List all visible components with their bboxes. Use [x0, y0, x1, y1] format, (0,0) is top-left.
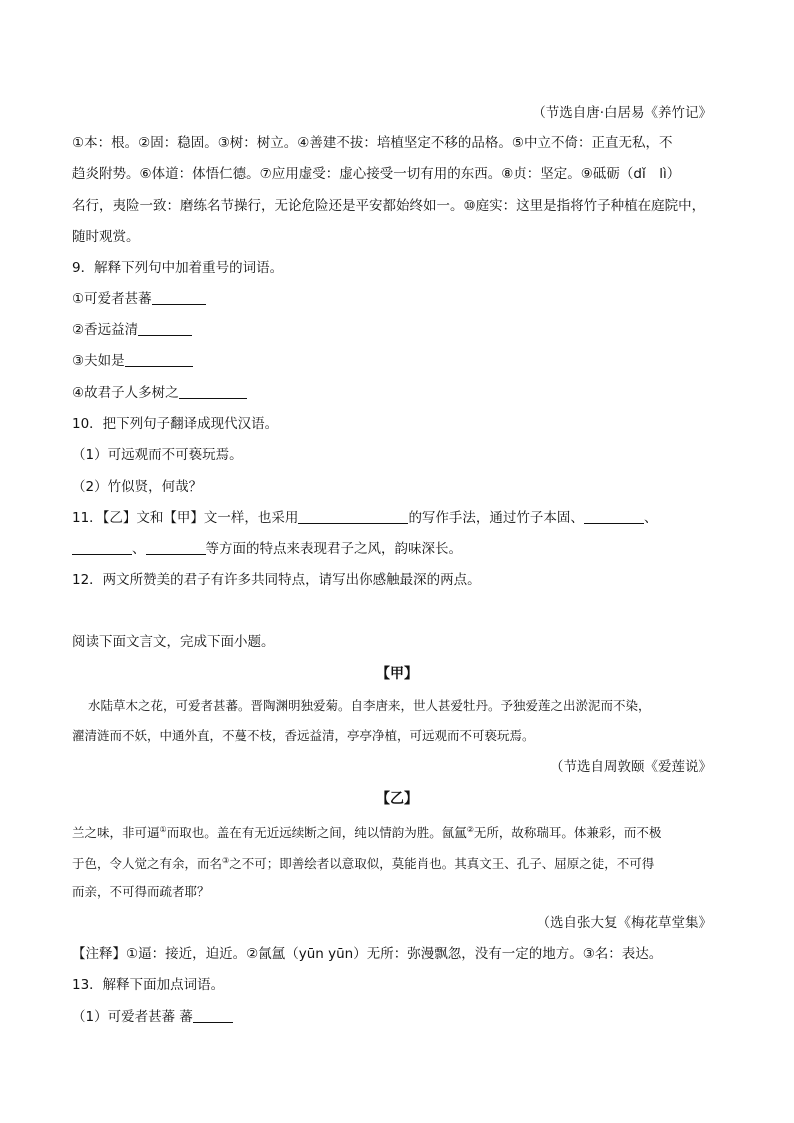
q11-text: 11．【乙】文和【甲】文一样，也采用 [72, 510, 299, 526]
question-10-item: （2）竹似贤，何哉？ [72, 479, 203, 495]
answer-blank[interactable] [179, 384, 247, 399]
yi-text: 无所，故称瑞耳。体兼彩，而不极 [473, 825, 662, 841]
answer-blank[interactable] [152, 290, 206, 305]
note-line: 名行，夷险一致：磨练名节操行，无论危险还是平安都始终如一。⑩庭实：这里是指将竹子种植在庭院中， [72, 198, 706, 214]
question-9-item [72, 383, 247, 403]
answer-blank[interactable] [138, 321, 192, 336]
item-text: ③夫如是 [72, 353, 125, 369]
answer-blank[interactable] [584, 509, 644, 524]
question-9-stem: 9．解释下列句中加着重号的词语。 [72, 260, 284, 276]
footnote-marker: ② [466, 825, 474, 834]
note-line: 随时观赏。 [72, 229, 140, 245]
reading-intro: 阅读下面文言文，完成下面小题。 [72, 634, 275, 650]
answer-blank[interactable] [298, 509, 408, 524]
footnote-marker: ① [159, 825, 167, 834]
passage-yi-line: 而亲，不可得而疏者耶？ [72, 884, 210, 899]
answer-blank[interactable] [125, 352, 193, 367]
question-10-stem: 10．把下列句子翻译成现代汉语。 [72, 416, 279, 432]
q11-text: 、 [643, 510, 658, 526]
q11-text: 、 [132, 541, 146, 557]
passage-yi-line [72, 851, 654, 874]
yi-text: 于色，令人觉之有余，而名 [72, 856, 223, 872]
item-text: ②香远益清 [72, 322, 139, 338]
source-citation-yi: （选自张大复《梅花草堂集》 [536, 915, 712, 931]
note-line: ①本：根。②固：稳固。③树：树立。④善建不拔：培植坚定不移的品格。⑤中立不倚：正直无私，不 [72, 135, 673, 151]
answer-blank[interactable] [72, 540, 132, 555]
question-11-line-1 [72, 508, 657, 528]
passage-yi-line [72, 820, 661, 843]
answer-blank[interactable] [193, 1008, 233, 1023]
q11-text: 等方面的特点来表现君子之风，韵味深长。 [205, 541, 462, 557]
yi-text: 而取也。盖在有无近远续断之间，纯以情韵为胜。氤氲 [166, 825, 467, 841]
question-9-item [72, 351, 193, 371]
yi-text: 之不可；即善绘者以意取似，莫能肖也。其真文王、孔子、屈原之徒，不可得 [229, 856, 655, 872]
yi-text: 兰之味，非可逼 [72, 825, 160, 841]
q11-text: 的写作手法，通过竹子本固、 [408, 510, 584, 526]
passage-yi-title: 【乙】 [376, 791, 418, 807]
question-13-item [72, 1007, 233, 1027]
question-11-line-2 [72, 539, 462, 559]
question-9-item [72, 289, 206, 309]
passage-jia-line: 濯清涟而不妖，中通外直，不蔓不枝，香远益清，亭亭净植，可远观而不可亵玩焉。 [72, 728, 535, 743]
footnote-marker: ③ [222, 856, 230, 865]
source-citation-jia: （节选自周敦颐《爱莲说》 [550, 759, 712, 775]
question-9-item [72, 320, 192, 340]
note-line: 趋炎附势。⑥体道：体悟仁德。⑦应用虚受：虚心接受一切有用的东西。⑧贞：坚定。⑨砥砺（dǐ lì） [72, 166, 681, 182]
answer-blank[interactable] [146, 540, 206, 555]
question-13-stem: 13．解释下面加点词语。 [72, 977, 225, 993]
source-citation-1: （节选自唐·白居易《养竹记》 [532, 105, 712, 121]
passage-jia-title: 【甲】 [376, 666, 418, 682]
item-text: （1）可爱者甚蕃 蕃 [72, 1009, 193, 1025]
item-text: ④故君子人多树之 [72, 385, 179, 401]
item-text: ①可爱者甚蕃 [72, 291, 152, 307]
passage-jia-line: 水陆草木之花，可爱者甚蕃。晋陶渊明独爱菊。自李唐来，世人甚爱牡丹。予独爱莲之出淤泥而不染， [88, 698, 651, 713]
question-12: 12．两文所赞美的君子有许多共同特点，请写出你感触最深的两点。 [72, 572, 481, 588]
question-10-item: （1）可远观而不可亵玩焉。 [72, 447, 243, 463]
annotation: 【注释】①逼：接近，迫近。②氤氲（yūn yūn）无所：弥漫飘忽，没有一定的地方。③名：表达。 [72, 946, 663, 962]
